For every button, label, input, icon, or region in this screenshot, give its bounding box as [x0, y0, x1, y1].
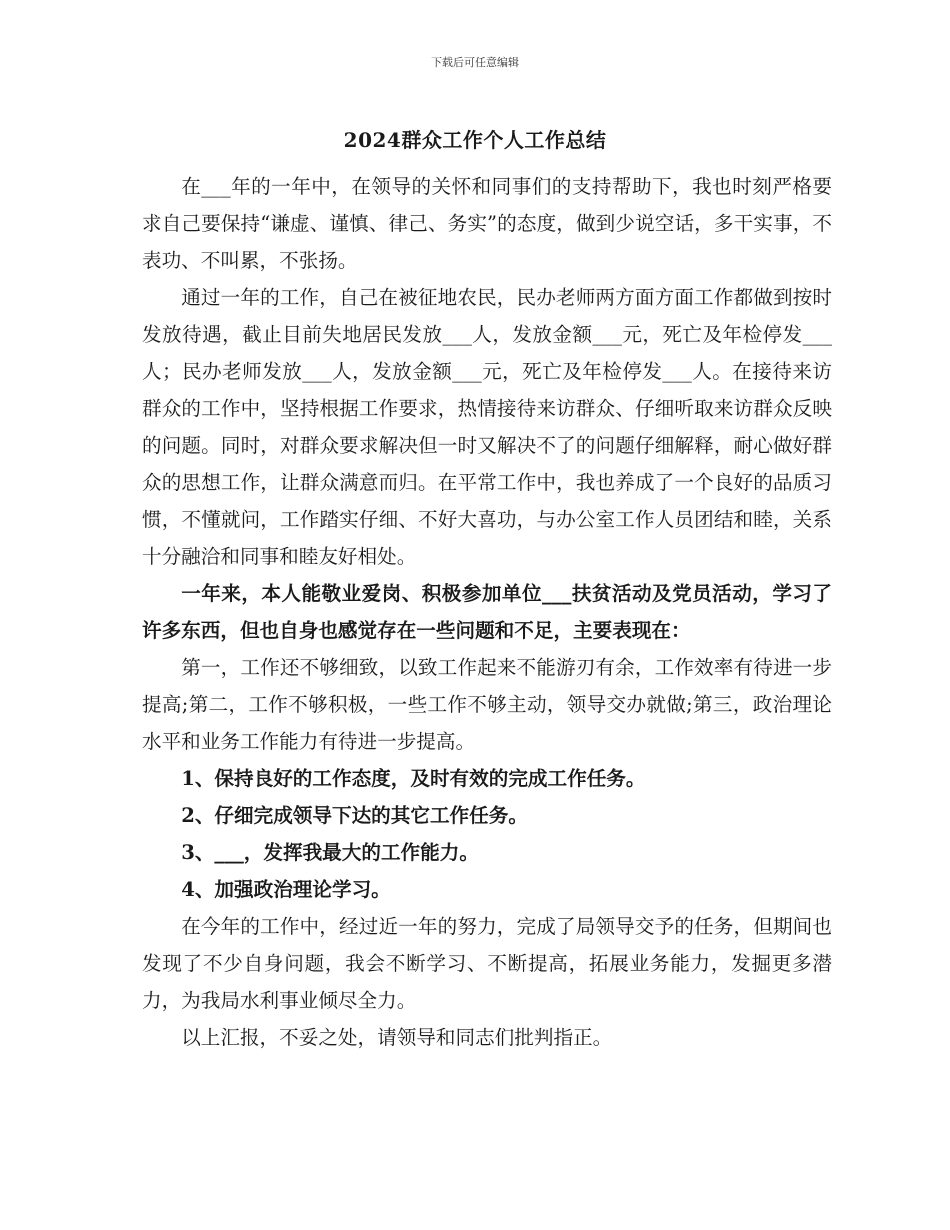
plan-item-3: 3、___，发挥我最大的工作能力。: [181, 841, 479, 864]
document-title: 2024群众工作个人工作总结: [343, 128, 607, 152]
page-header-note: 下载后可任意编辑: [431, 56, 519, 69]
plan-item-1: 1、保持良好的工作态度，及时有效的完成工作任务。: [181, 767, 646, 790]
paragraph-shortcomings-lead: 一年来，本人能敬业爱岗、积极参加单位___扶贫活动及党员活动，学习了许多东西，但也自身也感觉存在一些问题和不足，主要表现在：: [142, 582, 832, 642]
document-body: [142, 168, 832, 1056]
plan-item-2: 2、仔细完成领导下达的其它工作任务。: [181, 804, 528, 827]
paragraph-closing: 以上汇报，不妥之处，请领导和同志们批判指正。: [181, 1026, 613, 1049]
paragraph-conclusion: 在今年的工作中，经过近一年的努力，完成了局领导交予的任务，但期间也发现了不少自身问题，我会不断学习、不断提高，拓展业务能力，发掘更多潜力，为我局水利事业倾尽全力。: [142, 915, 832, 1012]
plan-item-4: 4、加强政治理论学习。: [181, 878, 391, 901]
paragraph-intro: 在___年的一年中，在领导的关怀和同事们的支持帮助下，我也时刻严格要求自己要保持“谦虚、谨慎、律己、务实”的态度，做到少说空话，多干实事，不表功、不叫累，不张扬。: [142, 175, 832, 272]
paragraph-shortcomings: 第一，工作还不够细致，以致工作起来不能游刃有余，工作效率有待进一步提高;第二，工作不够积极，一些工作不够主动，领导交办就做;第三，政治理论水平和业务工作能力有待进一步提高。: [142, 656, 832, 753]
paragraph-work-details: 通过一年的工作，自己在被征地农民，民办老师两方面方面工作都做到按时发放待遇，截止目前失地居民发放___人，发放金额___元，死亡及年检停发___人；民办老师发放___人，发放金额___元，死亡及年检停发___人。在接待来访群众的工作中，坚持根据工作要求，热情接待来访群众、仔细听取来访群众反映的问题。同时，对群众要求解决但一时又解决不了的问题仔细解释，耐心做好群众的思想工作，让群众满意而归。在平常工作中，我也养成了一个良好的品质习惯，不懂就问，工作踏实仔细、不好大喜功，与办公室工作人员团结和睦，关系十分融洽和同事和睦友好相处。: [142, 286, 832, 568]
